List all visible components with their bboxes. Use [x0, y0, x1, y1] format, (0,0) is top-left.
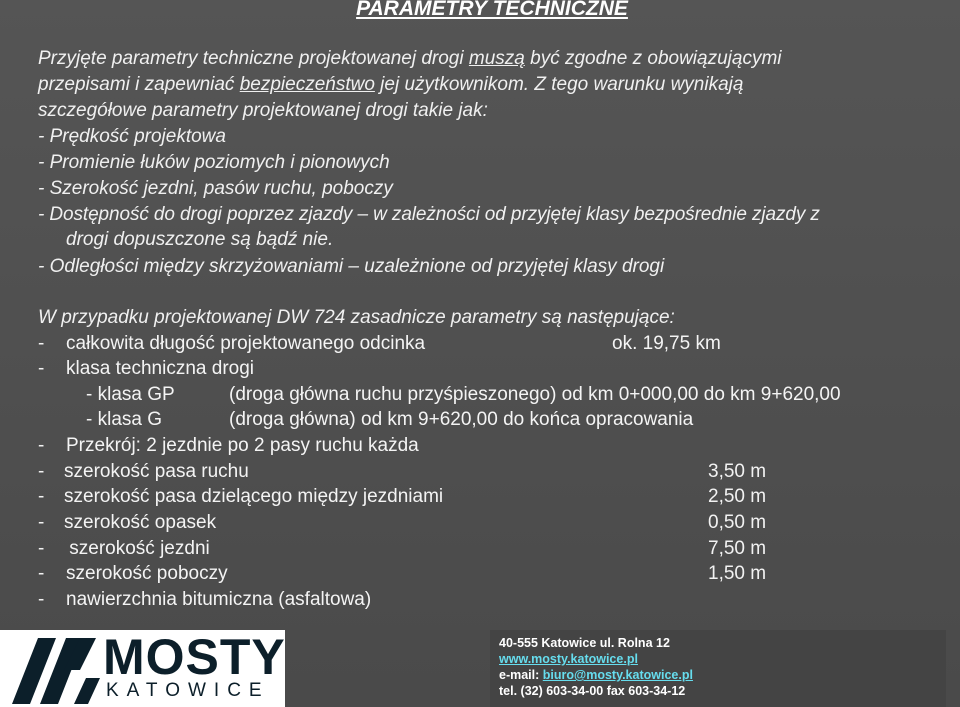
param-item: - Szerokość jezdni, pasów ruchu, poboczy: [38, 178, 393, 199]
contact-phone: tel. (32) 603-34-00 fax 603-34-12: [499, 684, 686, 698]
przekroj-label: Przekrój: 2 jezdnie po 2 pasy ruchu każda: [66, 435, 419, 456]
underlined-word-bezpieczenstwo: bezpieczeństwo: [239, 74, 375, 95]
website-link[interactable]: www.mosty.katowice.pl: [499, 652, 638, 666]
param-item: - Dostępność do drogi poprzez zjazdy – w zależności od przyjętej klasy bezpośrednie zjazdy z: [38, 204, 820, 225]
dash: -: [38, 563, 45, 584]
company-logo: [0, 630, 285, 707]
dash: -: [38, 358, 45, 379]
intro-line-3: szczegółowe parametry projektowanej drogi takie jak:: [38, 100, 488, 121]
param-item: - Odległości między skrzyżowaniami – uzależnione od przyjętej klasy drogi: [38, 256, 665, 277]
klasa-g-label: - klasa G: [86, 409, 163, 430]
dash: -: [38, 512, 45, 533]
row-label: szerokość pasa dzielącego między jezdniami: [64, 486, 444, 507]
contact-address: 40-555 Katowice ul. Rolna 12: [499, 636, 670, 650]
row-label: szerokość opasek: [64, 512, 217, 533]
email-link[interactable]: biuro@mosty.katowice.pl: [542, 668, 693, 682]
klasa-gp-label: - klasa GP: [86, 384, 175, 405]
mosty-logo-mark-icon: [4, 630, 104, 707]
row-value: 2,50 m: [708, 486, 767, 507]
dash: -: [38, 589, 45, 610]
param-item: - Promienie łuków poziomych i pionowych: [38, 152, 390, 173]
dw-heading: W przypadku projektowanej DW 724 zasadnicze parametry są następujące:: [38, 307, 675, 328]
dash: -: [38, 435, 45, 456]
klasa-g-desc: (droga główna) od km 9+620,00 do końca opracowania: [229, 409, 694, 430]
underlined-word-musza: muszą: [468, 48, 525, 69]
intro-line-1: Przyjęte parametry techniczne projektowanej drogi muszą być zgodne z obowiązującymi: [38, 48, 782, 69]
row-value: 7,50 m: [708, 538, 767, 559]
page-title: PARAMETRY TECHNICZNE: [356, 0, 628, 20]
contact-box: [490, 630, 946, 707]
dash: -: [38, 538, 45, 559]
length-value: ok. 19,75 km: [612, 333, 721, 354]
logo-word-katowice: KATOWICE: [106, 680, 270, 701]
klasa-label: klasa techniczna drogi: [66, 358, 254, 379]
param-item: - Prędkość projektowa: [38, 126, 226, 147]
intro-line-2: przepisami i zapewniać bezpieczeństwo jej użytkownikom. Z tego warunku wynikają: [38, 74, 744, 95]
row-label: szerokość pasa ruchu: [64, 461, 249, 482]
row-value: 0,50 m: [708, 512, 767, 533]
nawierzchnia-label: nawierzchnia bitumiczna (asfaltowa): [66, 589, 372, 610]
klasa-gp-desc: (droga główna ruchu przyśpieszonego) od km 0+000,00 do km 9+620,00: [229, 384, 841, 405]
dash: -: [38, 333, 45, 354]
logo-word-mosty: MOSTY: [103, 629, 286, 685]
row-value: 1,50 m: [708, 563, 767, 584]
row-label: szerokość jezdni: [64, 538, 210, 559]
dash: -: [38, 461, 45, 482]
row-label: szerokość poboczy: [66, 563, 228, 584]
length-label: całkowita długość projektowanego odcinka: [66, 333, 426, 354]
param-item-continuation: drogi dopuszczone są bądź nie.: [66, 229, 334, 250]
row-value: 3,50 m: [708, 461, 767, 482]
dash: -: [38, 486, 45, 507]
contact-email-line: e-mail: biuro@mosty.katowice.pl: [499, 668, 693, 682]
